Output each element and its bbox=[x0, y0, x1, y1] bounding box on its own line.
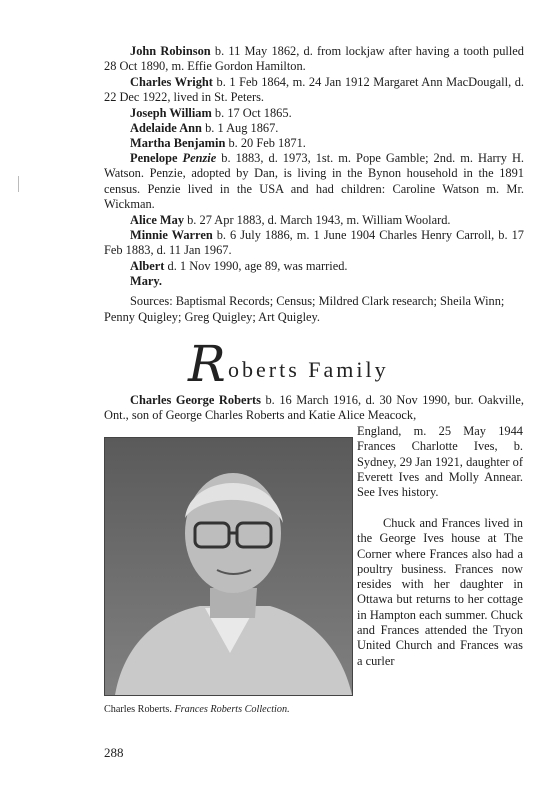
entry-martha-benjamin bbox=[104, 136, 524, 151]
sources-paragraph: Sources: Baptismal Records; Census; Mildred Clark research; Sheila Winn; Penny Quigley; Greg Quigley; Art Quigley. bbox=[104, 294, 505, 324]
entry-name: Alice May bbox=[130, 213, 185, 227]
entry-name: Minnie Warren bbox=[130, 228, 213, 242]
entry-adelaide-ann bbox=[104, 121, 524, 136]
entry-mary bbox=[104, 274, 524, 289]
scan-artifact bbox=[18, 176, 19, 192]
entry-name: Joseph William bbox=[130, 106, 212, 120]
entry-penelope bbox=[104, 151, 524, 212]
caption-name: Charles Roberts. bbox=[104, 704, 172, 715]
entry-text: d. 1 Nov 1990, age 89, was married. bbox=[164, 259, 348, 273]
roberts-column-text-2: Chuck and Frances lived in the George Ives house at The Corner where Frances also had a poultry business. Frances now resides with her daughter in Ottawa but returns to her cottage in Hampton each summer. Chuck and Frances attended the Tryon United Church and Frances was a curler bbox=[357, 516, 523, 668]
entry-name: John Robinson bbox=[130, 44, 211, 58]
entry-joseph-william bbox=[104, 106, 524, 121]
entry-albert bbox=[104, 259, 524, 274]
roberts-column-text-1: England, m. 25 May 1944 Frances Charlotte Ives, b. Sydney, 29 Jan 1921, daughter of Everett Ives and Molly Annear. See Ives history. bbox=[357, 424, 523, 500]
entry-name: Albert bbox=[130, 259, 165, 273]
photo-caption bbox=[104, 704, 290, 715]
entry-alice-may bbox=[104, 213, 524, 228]
lead-name: Charles George Roberts bbox=[130, 393, 261, 407]
entry-text: b. 1 Feb 1864, m. 24 Jan 1912 Margaret Ann MacDougall, d. 22 Dec 1922, lived in St. Peters. bbox=[104, 75, 525, 105]
entry-john-robinson bbox=[104, 44, 524, 75]
caption-credit: Frances Roberts Collection. bbox=[174, 704, 290, 715]
entry-text: b. 6 July 1886, m. 1 June 1904 Charles Henry Carroll, b. 17 Feb 1883, d. 11 Jan 1967. bbox=[104, 228, 524, 258]
entry-name: Penelope bbox=[130, 151, 183, 165]
entry-text: b. 1883, d. 1973, 1st. m. Pope Gamble; 2nd. m. Harry H. Watson. Penzie, adopted by Dan, is living in the Bynon household in the 1891 census. Penzie lived in the USA and had children: Caroline Watson m. Mr. Wickman. bbox=[104, 151, 524, 211]
entry-text: b. 1 Aug 1867. bbox=[201, 121, 279, 135]
entry-name: Adelaide Ann bbox=[130, 121, 202, 135]
roberts-lead-paragraph bbox=[104, 393, 524, 424]
entry-name: Martha Benjamin bbox=[130, 136, 226, 150]
entry-charles-wright bbox=[104, 75, 524, 106]
entry-nickname: Penzie bbox=[182, 151, 217, 165]
page-number: 288 bbox=[104, 745, 124, 760]
entry-name: Charles Wright bbox=[130, 75, 213, 89]
entry-minnie-warren bbox=[104, 228, 524, 259]
portrait-photo bbox=[104, 437, 353, 696]
entry-text: b. 17 Oct 1865. bbox=[211, 106, 292, 120]
entry-text: b. 20 Feb 1871. bbox=[225, 136, 306, 150]
entry-text: b. 11 May 1862, d. from lockjaw after having a tooth pulled 28 Oct 1890, m. Effie Gordon Hamilton. bbox=[104, 44, 524, 74]
heading-title: oberts Family bbox=[228, 357, 389, 382]
section-heading bbox=[188, 335, 448, 393]
portrait-illustration bbox=[105, 438, 352, 695]
entry-text: b. 27 Apr 1883, d. March 1943, m. William Woolard. bbox=[184, 213, 451, 227]
heading-dropcap: R bbox=[188, 335, 226, 393]
lead-text: b. 16 March 1916, d. 30 Nov 1990, bur. Oakville, Ont., son of George Charles Roberts and Katie Alice Meacock, bbox=[104, 393, 524, 423]
entry-name: Mary. bbox=[130, 274, 162, 288]
